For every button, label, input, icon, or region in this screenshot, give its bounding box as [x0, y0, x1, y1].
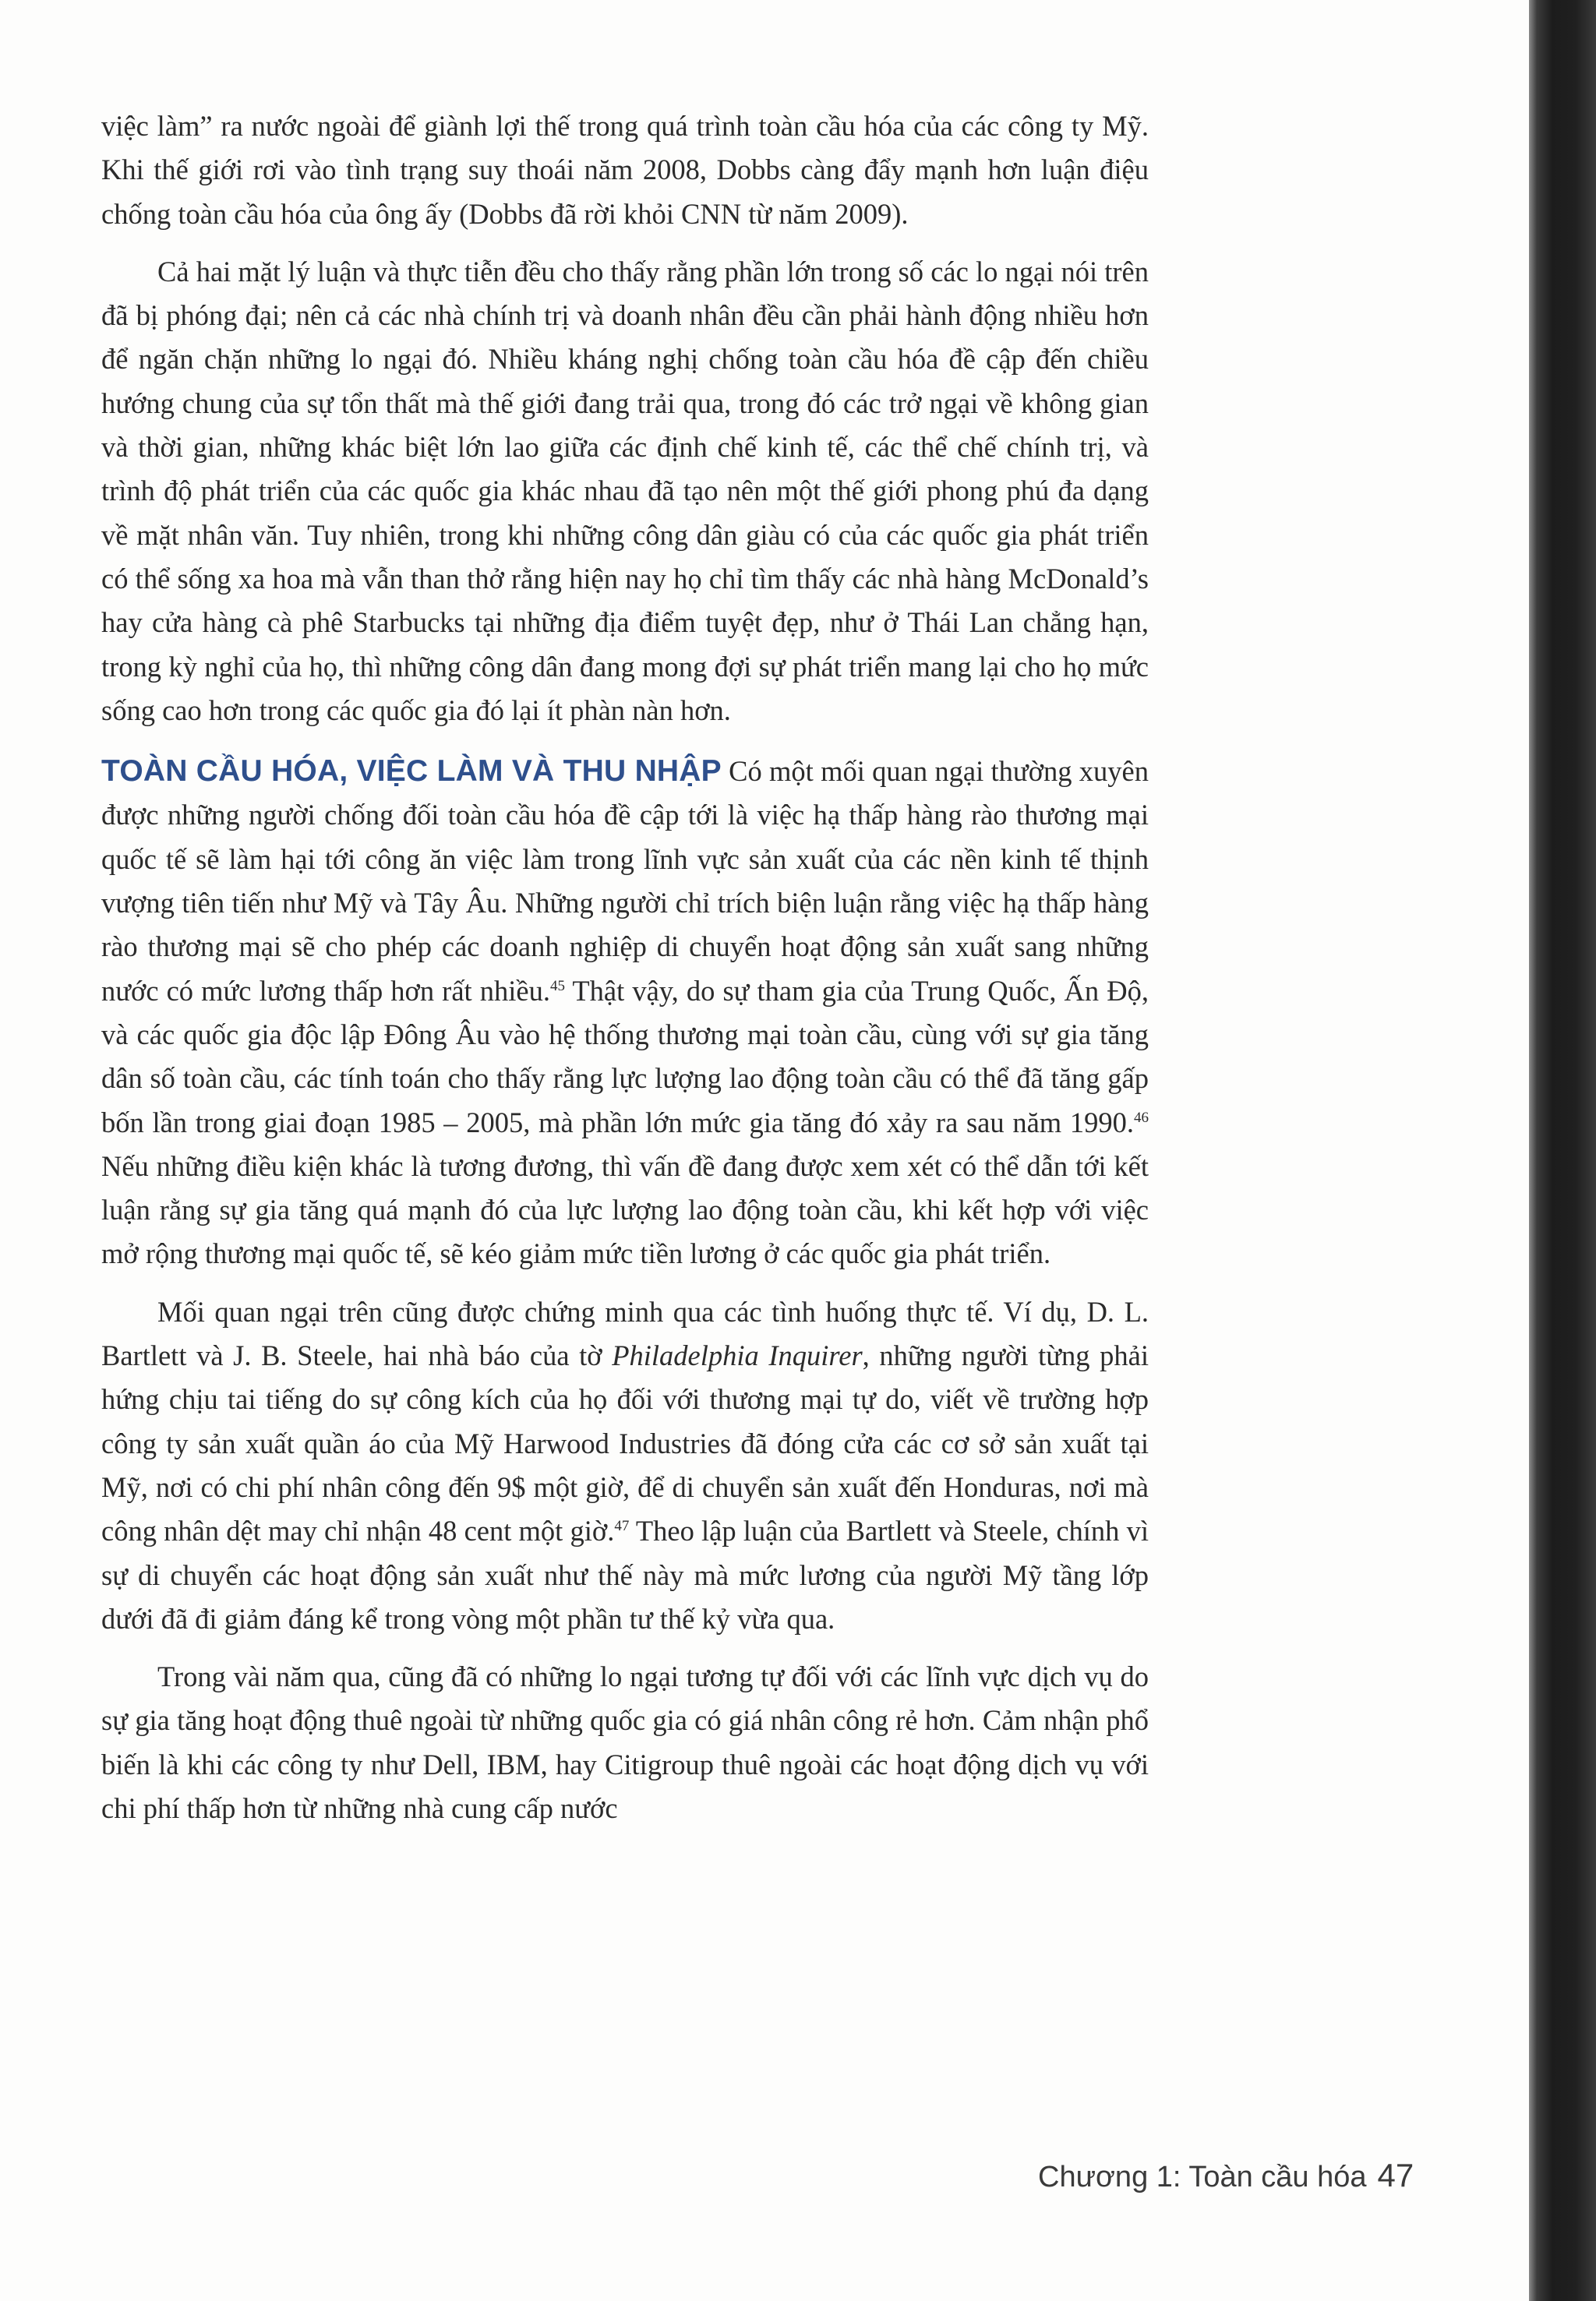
paragraph-text: Mối quan ngại trên cũng được chứng minh qua các tình huống thực tế. Ví dụ, D. L. Bartlett và J. B. Steele, hai nhà báo của tờ: [101, 1295, 1149, 1372]
section-heading: TOÀN CẦU HÓA, VIỆC LÀM VÀ THU NHẬP: [101, 754, 722, 789]
footnote-ref: 47: [614, 1518, 630, 1535]
page-footer: [1038, 2157, 1414, 2194]
paragraph-text: Nếu những điều kiện khác là tương đương, thì vấn đề đang được xem xét có thể dẫn tới kết luận rằng sự gia tăng quá mạnh đó của lực lượng lao động toàn cầu, khi kết hợp với việc mở rộng thương mại quốc tế, sẽ kéo giảm mức tiền lương ở các quốc gia phát triển.: [101, 1149, 1149, 1270]
paragraph-case-study: [101, 1290, 1149, 1641]
paragraph-text: Theo lập luận của Bartlett và Steele, chính vì sự di chuyển các hoạt động sản xuất như thế này mà mức lương của người Mỹ tầng lớp dưới đã đi giảm đáng kể trong vòng một phần tư thế kỷ vừa qua.: [101, 1515, 1149, 1635]
paragraph-text: , những người từng phải hứng chịu tai tiếng do sự công kích của họ đối với thương mại tự do, viết về trường hợp công ty sản xuất quần áo của Mỹ Harwood Industries đã đóng cửa các cơ sở sản xuất tại Mỹ, nơi có chi phí nhân công đến 9$ một giờ, để di chuyển sản xuất đến Honduras, nơi mà công nhân dệt may chỉ nhận 48 cent một giờ.: [101, 1339, 1149, 1548]
paragraph-jobs-income: [101, 750, 1149, 1276]
page-number: 47: [1377, 2157, 1414, 2193]
paragraph-text: Thật vậy, do sự tham gia của Trung Quốc, Ấn Độ, và các quốc gia độc lập Đông Âu vào hệ thống thương mại toàn cầu, cùng với sự gia tăng dân số toàn cầu, các tính toán cho thấy rằng lực lượng lao động toàn cầu có thể đã tăng gấp bốn lần trong giai đoạn 1985 – 2005, mà phần lớn mức gia tăng đó xảy ra sau năm 1990.: [101, 974, 1149, 1138]
chapter-title: Chương 1: Toàn cầu hóa: [1038, 2161, 1367, 2193]
footnote-ref: 45: [549, 977, 565, 994]
footnote-ref: 46: [1134, 1109, 1149, 1126]
body-text: [101, 104, 1149, 1844]
paragraph-text: Có một mối quan ngại thường xuyên được những người chống đối toàn cầu hóa đề cập tới là việc hạ thấp hàng rào thương mại quốc tế sẽ làm hại tới công ăn việc làm trong lĩnh vực sản xuất của các nền kinh tế thịnh vượng tiên tiến như Mỹ và Tây Âu. Những người chỉ trích biện luận rằng việc hạ thấp hàng rào thương mại sẽ cho phép các doanh nghiệp di chuyển hoạt động sản xuất sang những nước có mức lương thấp hơn rất nhiều.: [101, 755, 1149, 1007]
paragraph-continuation: việc làm” ra nước ngoài để giành lợi thế trong quá trình toàn cầu hóa của các công ty Mỹ. Khi thế giới rơi vào tình trạng suy thoái năm 2008, Dobbs càng đẩy mạnh hơn luận điệu chống toàn cầu hóa của ông ấy (Dobbs đã rời khỏi CNN từ năm 2009).: [101, 110, 1149, 230]
newspaper-title: Philadelphia Inquirer: [612, 1339, 863, 1372]
book-spine-edge: [1529, 0, 1596, 2301]
paragraph-services-outsourcing: Trong vài năm qua, cũng đã có những lo ngại tương tự đối với các lĩnh vực dịch vụ do sự gia tăng hoạt động thuê ngoài từ những quốc gia có giá nhân công rẻ hơn. Cảm nhận phổ biến là khi các công ty như Dell, IBM, hay Citigroup thuê ngoài các hoạt động dịch vụ với chi phí thấp hơn từ những nhà cung cấp nước: [101, 1660, 1149, 1824]
paragraph-exaggerated-concerns: Cả hai mặt lý luận và thực tiễn đều cho thấy rằng phần lớn trong số các lo ngại nói trên đã bị phóng đại; nên cả các nhà chính trị và doanh nhân đều cần phải hành động nhiều hơn để ngăn chặn những lo ngại đó. Nhiều kháng nghị chống toàn cầu hóa đề cập đến chiều hướng chung của sự tổn thất mà thế giới đang trải qua, trong đó các trở ngại về không gian và thời gian, những khác biệt lớn lao giữa các định chế kinh tế, các thể chế chính trị, và trình độ phát triển của các quốc gia khác nhau đã tạo nên một thế giới phong phú đa dạng về mặt nhân văn. Tuy nhiên, trong khi những công dân giàu có của các quốc gia phát triển có thể sống xa hoa mà vẫn than thở rằng hiện nay họ chỉ tìm thấy các nhà hàng McDonald’s hay cửa hàng cà phê Starbucks tại những địa điểm tuyệt đẹp, như ở Thái Lan chẳng hạn, trong kỳ nghỉ của họ, thì những công dân đang mong đợi sự phát triển mang lại cho họ mức sống cao hơn trong các quốc gia đó lại ít phàn nàn hơn.: [101, 255, 1149, 726]
